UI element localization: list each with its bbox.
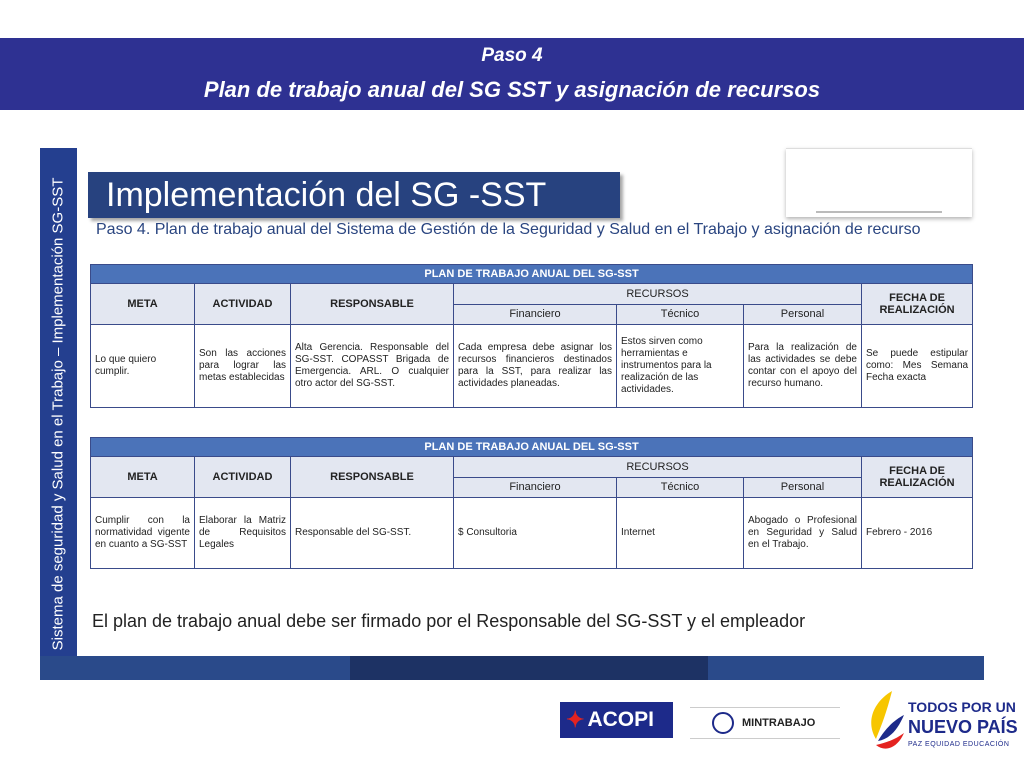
cell-financiero: Cada empresa debe asignar los recursos financieros destinados para la SST, para realizar las actividades planeadas.	[454, 325, 617, 408]
slide-footer-accent	[350, 656, 708, 680]
sub-header-financiero: Financiero	[454, 477, 617, 498]
cell-financiero: $ Consultoria	[454, 498, 617, 569]
col-header-responsable: RESPONSABLE	[291, 284, 454, 325]
cell-meta: Cumplir con la normatividad vigente en cuanto a SG-SST	[91, 498, 195, 569]
sub-header-tecnico: Técnico	[617, 304, 744, 325]
plan-table-template	[90, 264, 973, 408]
col-header-responsable: RESPONSABLE	[291, 457, 454, 498]
cell-personal: Abogado o Profesional en Seguridad y Salud en el Trabajo.	[744, 498, 862, 569]
tpnp-line-2: NUEVO PAÍS	[908, 717, 1018, 737]
col-header-recursos: RECURSOS	[454, 457, 862, 478]
sub-header-tecnico: Técnico	[617, 477, 744, 498]
thumbnail-line	[816, 211, 942, 213]
cell-personal: Para la realización de las actividades se debe contar con el apoyo del recurso humano.	[744, 325, 862, 408]
col-header-actividad: ACTIVIDAD	[195, 284, 291, 325]
logo-strip	[0, 680, 1024, 768]
header-banner	[0, 38, 1024, 110]
mintrabajo-logo	[690, 707, 840, 739]
cell-responsable: Responsable del SG-SST.	[291, 498, 454, 569]
step-label: Paso 4	[481, 45, 543, 66]
col-header-recursos: RECURSOS	[454, 284, 862, 305]
document-thumbnail	[786, 148, 972, 217]
cell-meta: Lo que quiero cumplir.	[91, 325, 195, 408]
acopi-logo	[560, 702, 673, 738]
sub-header-personal: Personal	[744, 477, 862, 498]
sidebar-text: Sistema de seguridad y Salud en el Trabajo – Implementación SG-SST	[49, 177, 67, 651]
table-row	[91, 498, 973, 569]
col-header-meta: META	[91, 284, 195, 325]
colombia-seal-icon	[712, 712, 734, 734]
cell-tecnico: Estos sirven como herramientas e instrumentos para la realización de las actividades.	[617, 325, 744, 408]
embedded-slide-image	[40, 148, 984, 680]
table-title: PLAN DE TRABAJO ANUAL DEL SG-SST	[91, 265, 973, 284]
closing-statement: El plan de trabajo anual debe ser firmado por el Responsable del SG-SST y el empleador	[92, 611, 806, 631]
implementation-title: Implementación del SG -SST	[106, 176, 547, 214]
tpnp-line-1: TODOS POR UN	[908, 699, 1016, 715]
col-header-meta: META	[91, 457, 195, 498]
cell-actividad: Son las acciones para lograr las metas establecidas	[195, 325, 291, 408]
tpnp-tagline: PAZ EQUIDAD EDUCACIÓN	[908, 741, 1010, 748]
col-header-actividad: ACTIVIDAD	[195, 457, 291, 498]
sub-header-financiero: Financiero	[454, 304, 617, 325]
table-row	[91, 325, 973, 408]
plan-table-example	[90, 437, 973, 569]
table-title: PLAN DE TRABAJO ANUAL DEL SG-SST	[91, 438, 973, 457]
mintrabajo-logo-text: MINTRABAJO	[742, 717, 816, 729]
col-header-fecha: FECHA DE REALIZACIÓN	[862, 457, 973, 498]
step-subtitle: Paso 4. Plan de trabajo anual del Sistema de Gestión de la Seguridad y Salud en el Trabajo y asignación de recurso	[96, 221, 921, 238]
vertical-sidebar	[40, 148, 77, 680]
sub-header-personal: Personal	[744, 304, 862, 325]
acopi-mark-icon: ✦	[566, 707, 585, 732]
colombia-flag-swoosh-icon	[862, 689, 906, 757]
cell-responsable: Alta Gerencia. Responsable del SG-SST. COPASST Brigada de Emergencia. ARL. O cualquier otro actor del SG-SST.	[291, 325, 454, 408]
cell-fecha: Se puede estipular como: Mes Semana Fecha exacta	[862, 325, 973, 408]
acopi-logo-text: ACOPI	[587, 708, 654, 731]
slide-title: Plan de trabajo anual del SG SST y asignación de recursos	[203, 77, 821, 102]
cell-fecha: Febrero - 2016	[862, 498, 973, 569]
col-header-fecha: FECHA DE REALIZACIÓN	[862, 284, 973, 325]
cell-actividad: Elaborar la Matriz de Requisitos Legales	[195, 498, 291, 569]
todos-por-un-nuevo-pais-logo	[862, 685, 1022, 763]
cell-tecnico: Internet	[617, 498, 744, 569]
